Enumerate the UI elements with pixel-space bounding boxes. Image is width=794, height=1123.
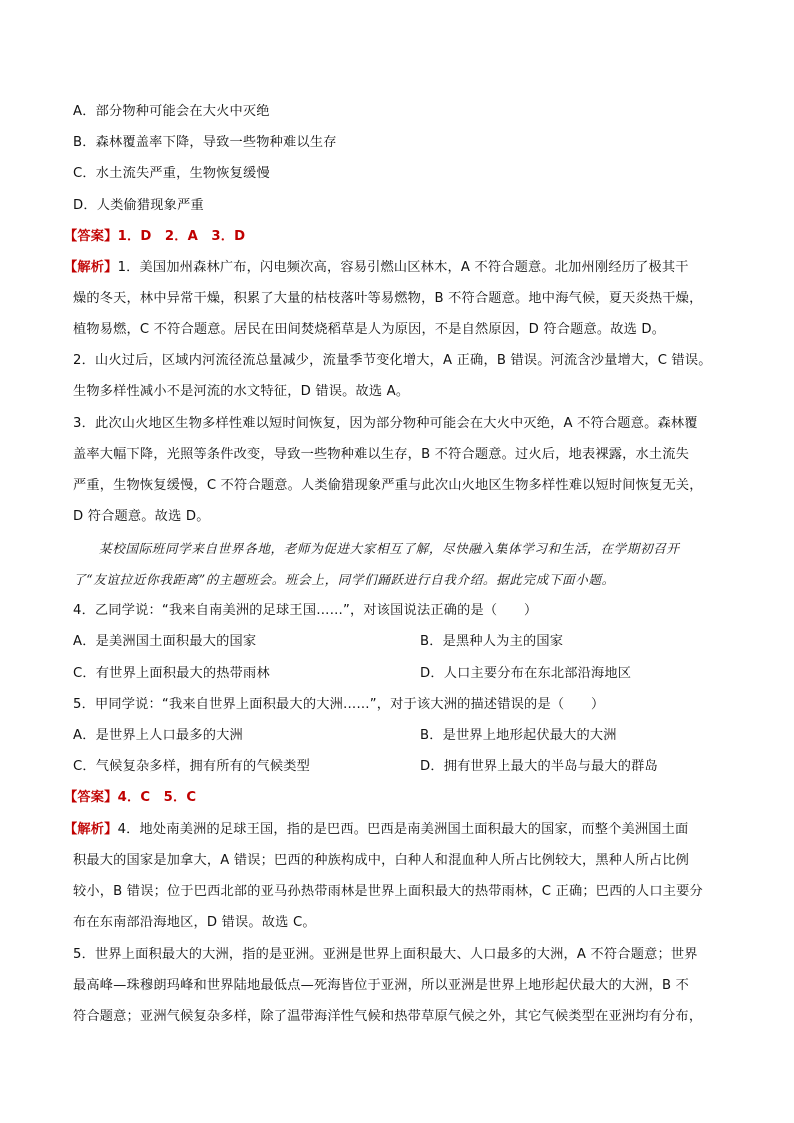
option-3a: A．部分物种可能会在大火中灭绝 (73, 104, 270, 119)
analysis-line: 【解析】1．美国加州森林广布，闪电频次高，容易引燃山区林木，A 不符合题意。北加州刚经历了极其干 (64, 260, 689, 275)
option-3c: C．水土流失严重，生物恢复缓慢 (73, 166, 270, 181)
intro-passage-line: 某校国际班同学来自世界各地，老师为促进大家相互了解，尽快融入集体学习和生活，在学期初召开 (99, 541, 680, 556)
option-5d: D．拥有世界上最大的半岛与最大的群岛 (420, 759, 658, 774)
question-5-stem: 5．甲同学说：“我来自世界上面积最大的大洲……”，对于该大洲的描述错误的是（ ） (73, 697, 605, 712)
option-3d: D．人类偷猎现象严重 (73, 198, 204, 213)
answer-values: 1．D 2．A 3．D (117, 229, 246, 244)
answer-tag: 【答案】 (64, 790, 118, 805)
answer-block-1 (64, 227, 245, 247)
option-4d: D．人口主要分布在东北部沿海地区 (420, 666, 632, 681)
option-5c: C．气候复杂多样，拥有所有的气候类型 D．拥有世界上最大的半岛与最大的群岛 (73, 757, 310, 777)
option-4c: C．有世界上面积最大的热带雨林 D．人口主要分布在东北部沿海地区 (73, 664, 270, 684)
analysis-line: 植物易燃，C 不符合题意。居民在田间焚烧稻草是人为原因，不是自然原因，D 符合题意。故选 D。 (73, 322, 666, 337)
analysis-line: D 符合题意。故选 D。 (73, 509, 210, 524)
option-5a: A．是世界上人口最多的大洲 B．是世界上地形起伏最大的大洲 (73, 726, 243, 746)
analysis-line: 2．山火过后，区域内河流径流总量减少，流量季节变化增大，A 正确，B 错误。河流含沙量增大，C 错误。 (73, 353, 712, 368)
analysis-line: 燥的冬天，林中异常干燥，积累了大量的枯枝落叶等易燃物，B 不符合题意。地中海气候，夏天炎热干燥， (73, 291, 703, 306)
analysis-line: 盖率大幅下降，光照等条件改变，导致一些物种难以生存，B 不符合题意。过火后，地表裸露，水土流失 (73, 447, 690, 462)
option-4b: B．是黑种人为主的国家 (420, 634, 564, 649)
option-3b: B．森林覆盖率下降，导致一些物种难以生存 (73, 135, 337, 150)
analysis-line: 符合题意；亚洲气候复杂多样，除了温带海洋性气候和热带草原气候之外，其它气候类型在亚洲均有分布， (73, 1009, 703, 1024)
analysis-line: 积最大的国家是加拿大，A 错误；巴西的种族构成中，白种人和混血种人所占比例较大，黑种人所占比例 (73, 853, 690, 868)
analysis-line: 生物多样性减小不是河流的水文特征，D 错误。故选 A。 (73, 384, 410, 399)
option-4a: A．是美洲国土面积最大的国家 B．是黑种人为主的国家 (73, 632, 256, 652)
answer-tag: 【答案】 (64, 229, 118, 244)
analysis-line: 严重，生物恢复缓慢，C 不符合题意。人类偷猎现象严重与此次山火地区生物多样性难以短时间恢复无关， (73, 478, 703, 493)
analysis-line: 5．世界上面积最大的大洲，指的是亚洲。亚洲是世界上面积最大、人口最多的大洲，A 不符合题意；世界 (73, 947, 698, 962)
analysis-line: 较小，B 错误；位于巴西北部的亚马孙热带雨林是世界上面积最大的热带雨林，C 正确；巴西的人口主要分 (73, 884, 703, 899)
analysis-line: 最高峰—珠穆朗玛峰和世界陆地最低点—死海皆位于亚洲，所以亚洲是世界上地形起伏最大的大洲，B 不 (73, 978, 690, 993)
analysis-tag: 【解析】 (64, 260, 118, 275)
analysis-line: 【解析】4．地处南美洲的足球王国，指的是巴西。巴西是南美洲国土面积最大的国家，而整个美洲国土面 (64, 822, 689, 837)
analysis-tag: 【解析】 (64, 822, 118, 837)
analysis-line: 布在东南部沿海地区，D 错误。故选 C。 (73, 915, 316, 930)
answer-block-2 (64, 788, 196, 808)
option-5b: B．是世界上地形起伏最大的大洲 (420, 728, 617, 743)
analysis-line: 3．此次山火地区生物多样性难以短时间恢复，因为部分物种可能会在大火中灭绝，A 不符合题意。森林覆 (73, 416, 698, 431)
answer-values: 4．C 5．C (117, 790, 197, 805)
intro-passage-line: 了“友谊拉近你我距离”的主题班会。班会上，同学们踊跃进行自我介绍。据此完成下面小题。 (73, 572, 615, 587)
question-4-stem: 4．乙同学说：“我来自南美洲的足球王国……”，对该国说法正确的是（ ） (73, 603, 538, 618)
